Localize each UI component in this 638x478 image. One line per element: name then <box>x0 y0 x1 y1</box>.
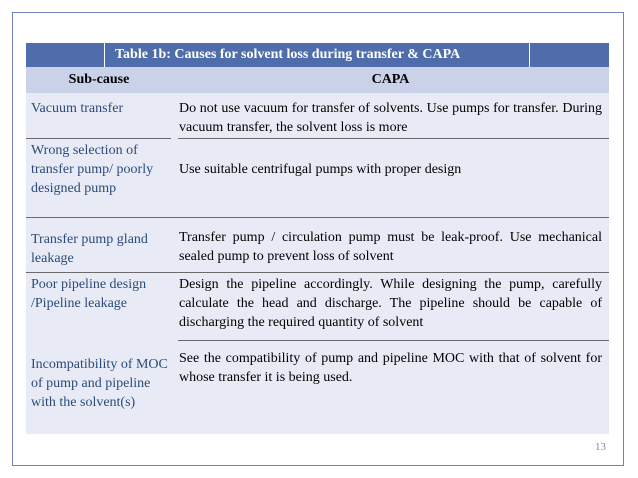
row-divider <box>26 138 171 139</box>
table-row <box>26 99 609 139</box>
row-divider <box>178 340 609 341</box>
table-title: Table 1b: Causes for solvent loss during transfer & CAPA <box>105 43 530 67</box>
table-title-bar <box>26 43 609 67</box>
row-capa: Use suitable centrifugal pumps with proper design <box>179 162 462 177</box>
row-subcause: Incompatibility of MOC of pump and pipeline with the solvent(s) <box>31 357 168 410</box>
row-subcause: Wrong selection of transfer pump/ poorly designed pump <box>31 143 154 196</box>
row-capa: Do not use vacuum for transfer of solvents. Use pumps for transfer. During vacuum transfer, the solvent loss is more <box>179 101 602 135</box>
table-row <box>26 230 609 270</box>
table-header-row <box>26 67 609 93</box>
title-spacer-left <box>26 43 105 67</box>
header-capa: CAPA <box>371 72 410 87</box>
row-divider <box>178 138 609 139</box>
table-row <box>26 349 609 433</box>
row-capa: Design the pipeline accordingly. While designing the pump, carefully calculate the head and discharge. The pipeline should be capable of discharging the required quantity of solvent <box>179 277 602 330</box>
header-subcause: Sub-cause <box>68 72 130 87</box>
row-subcause: Poor pipeline design /Pipeline leakage <box>31 277 147 311</box>
row-capa: See the compatibility of pump and pipeline MOC with that of solvent for whose transfer it is being used. <box>179 351 602 385</box>
table-row <box>26 275 609 335</box>
row-divider <box>26 217 609 218</box>
title-spacer-right <box>530 43 609 67</box>
table-row <box>26 141 609 217</box>
row-capa: Transfer pump / circulation pump must be leak-proof. Use mechanical sealed pump to prevent loss of solvent <box>179 230 602 264</box>
page-number: 13 <box>595 441 606 453</box>
row-subcause: Transfer pump gland leakage <box>31 232 148 266</box>
table-body <box>26 93 609 434</box>
row-divider <box>26 272 609 273</box>
row-subcause: Vacuum transfer <box>31 101 124 116</box>
